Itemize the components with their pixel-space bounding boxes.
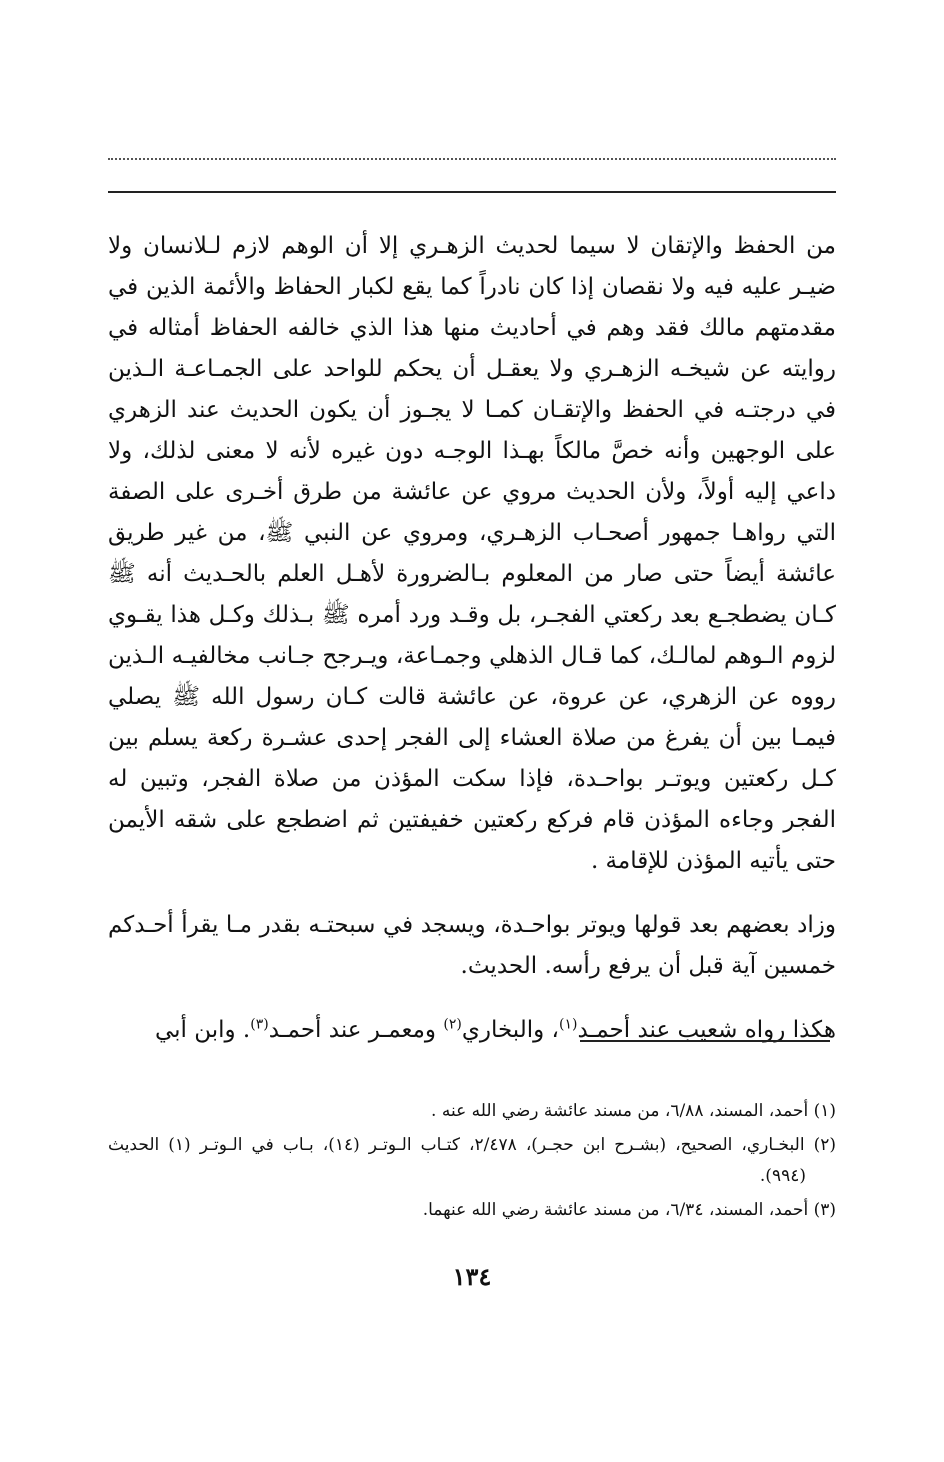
paragraph-3-part-b: ، والبخاري	[461, 1017, 559, 1043]
footnote-3: (٣) أحمد، المسند، ٦/٣٤، من مسند عائشة رضي الله عنهما.	[422, 1200, 836, 1220]
page-number: ١٣٤	[452, 1262, 492, 1291]
footnote-2: (٢) البخـاري، الصحيح، (بشـرح ابن حجـر)، ٢/٤٧٨، كتـاب الـوتـر (١٤)، بـاب في الـوتـر (١) الحديث (٩٩٤).	[108, 1135, 836, 1186]
paragraph-3-part-c: ومعمـر عند أحمـد	[268, 1017, 444, 1043]
footnote-separator	[580, 1040, 830, 1042]
footnotes	[108, 1096, 836, 1229]
paragraph-2: وزاد بعضهم بعد قولها ويوتر بواحـدة، ويسجد في سبحتـه بقدر مـا يقرأ أحـدكم خمسين آية قبل أن يرفع رأسه. الحديث.	[108, 912, 836, 979]
paragraph-1: من الحفظ والإتقان لا سيما لحديث الزهـري إلا أن الوهم لازم لـلانسان ولا ضيـر عليه فيه ولا نقصان إذا كان نادراً كما يقع لكبار الحفاظ والأئمة الذين في مقدمتهم مالك فقد وهم في أحاديث منها هذا الذي خالفه الحفاظ أمثاله في روايته عن شيخـه الزهـري ولا يعقـل أن يحكم للواحد على الجمـاعـة الـذين في درجتـه في الحفظ والإتقـان كمـا لا يجـوز أن يكون الحديث عند الزهري على الوجهين وأنه خصَّ مالكاً بهـذا الوجـه دون غيره لأنه لا معنى لذلك، ولا داعي إليه أولاً، ولأن الحديث مروي عن عائشة من طرق أخـرى على الصفة التي رواهـا جمهور أصحـاب الزهـري، ومروي عن النبي ﷺ، من غير طريق عائشة أيضاً حتى صار من المعلوم بـالضرورة لأهـل العلم بالحـديث أنه ﷺ كـان يضطجـع بعد ركعتي الفجـر، بل وقـد ورد أمره ﷺ بـذلك وكـل هذا يقـوي لزوم الـوهم لمالـك، كما قـال الذهلي وجمـاعة، ويـرجح جـانب مخالفيـه الـذين رووه عن الزهري، عن عروة، عن عائشة قالت كـان رسول الله ﷺ يصلي فيمـا بين أن يفرغ من صلاة العشاء إلى الفجر إحدى عشـرة ركعة يسلم بين كـل ركعتين ويوتـر بواحـدة، فإذا سكت المؤذن من صلاة الفجر، وتبين له الفجر وجاءه المؤذن قام فركع ركعتين خفيفتين ثم اضطجع على شقه الأيمن حتى يأتيه المؤذن للإقامة .	[108, 233, 836, 874]
paragraph-3-part-d: . وابن أبي	[154, 1017, 251, 1043]
header-dotted-rule	[108, 158, 836, 160]
header-rule	[108, 191, 836, 193]
paragraph-3	[108, 1010, 836, 1051]
footnote-ref-1: (١)	[558, 1016, 578, 1033]
paragraph-3-part-a: هكذا رواه شعيب عند أحمـد	[577, 1017, 836, 1043]
footnote-1: (١) أحمد، المسند، ٦/٨٨، من مسند عائشة رضي الله عنه .	[431, 1101, 836, 1121]
footnote-ref-3: (٣)	[250, 1016, 269, 1033]
main-text	[108, 226, 836, 1051]
footnote-ref-2: (٢)	[443, 1016, 462, 1033]
